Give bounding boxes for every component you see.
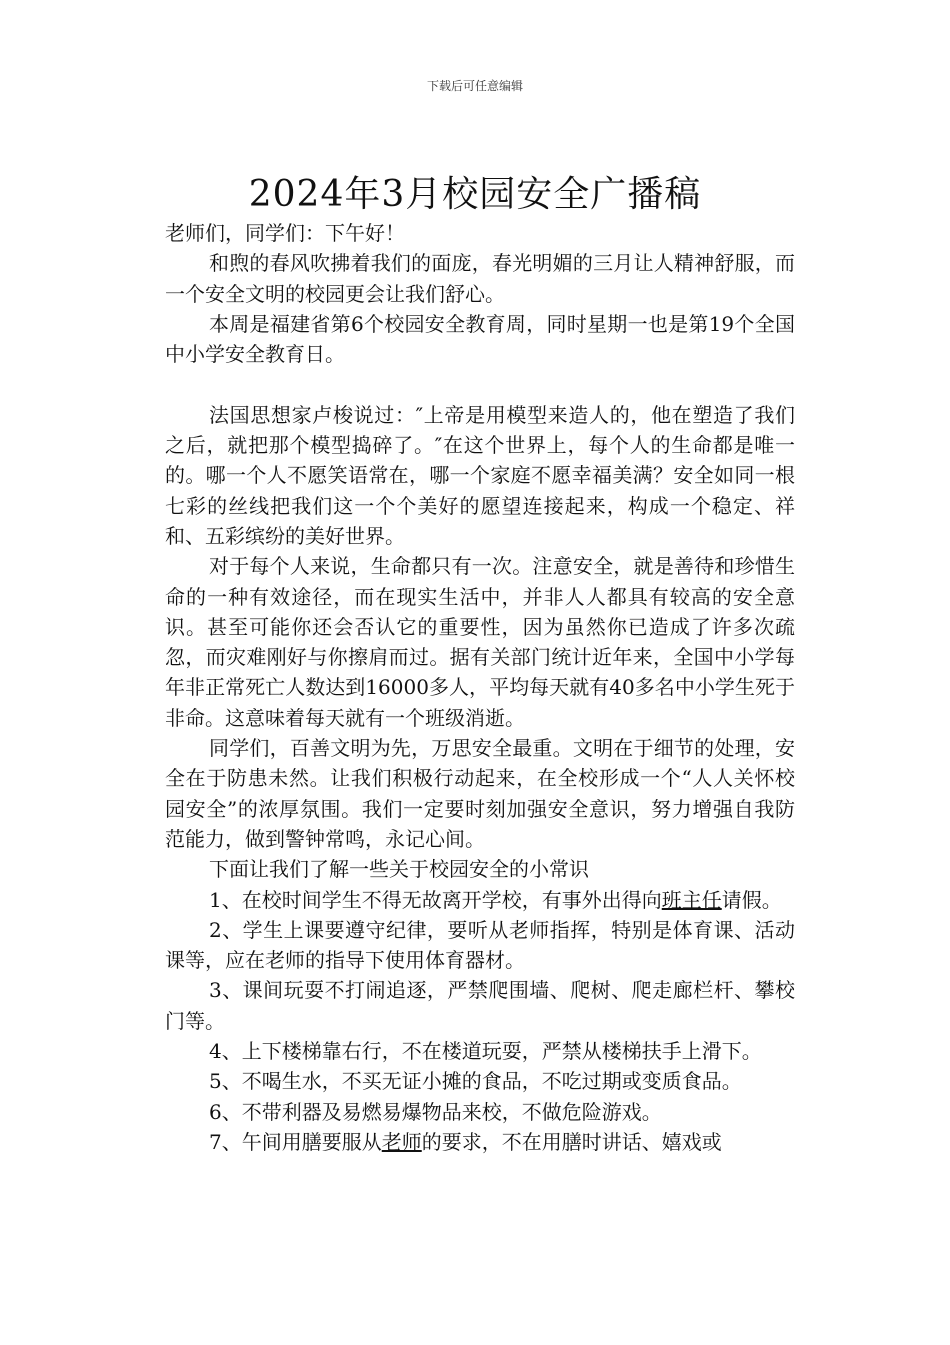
rule-7-text-end: 的要求，不在用膳时讲话、嬉戏或 <box>421 1129 722 1154</box>
rule-7 <box>165 1127 795 1157</box>
rule-2: 2、学生上课要遵守纪律，要听从老师指挥，特别是体育课、活动课等，应在老师的指导下使用体育器材。 <box>165 917 795 973</box>
rule-5: 5、不喝生水，不买无证小摊的食品，不吃过期或变质食品。 <box>209 1069 742 1094</box>
rule-6: 6、不带利器及易燃易爆物品来校，不做危险游戏。 <box>209 1099 662 1124</box>
blank-line <box>165 369 795 399</box>
document-title: 2024年3月校园安全广播稿 <box>248 174 702 215</box>
paragraph-rousseau: 法国思想家卢梭说过：″上帝是用模型来造人的，他在塑造了我们之后，就把那个模型捣碎了。″在这个世界上，每个人的生命都是唯一的。哪一个人不愿笑语常在，哪一个家庭不愿幸福美满？安全如同一根七彩的丝线把我们这一个个美好的愿望连接起来，构成一个稳定、祥和、五彩缤纷的美好世界。 <box>165 402 795 548</box>
header-note: 下载后可任意编辑 <box>426 79 523 93</box>
link-teacher[interactable]: 老师 <box>381 1129 422 1154</box>
rule-7-text: 7、午间用膳要服从 <box>209 1129 382 1154</box>
paragraph-safety-week: 本周是福建省第6个校园安全教育周，同时星期一也是第19个全国中小学安全教育日。 <box>165 311 795 367</box>
greeting: 老师们，同学们：下午好！ <box>165 221 405 245</box>
link-class-teacher[interactable]: 班主任 <box>661 887 722 912</box>
rule-4: 4、上下楼梯靠右行，不在楼道玩耍，严禁从楼梯扶手上滑下。 <box>209 1039 762 1064</box>
paragraph-tips-intro: 下面让我们了解一些关于校园安全的小常识 <box>209 857 589 882</box>
document-body <box>165 218 795 1157</box>
rule-1 <box>165 885 795 915</box>
rule-3: 3、课间玩耍不打闹追逐，严禁爬围墙、爬树、爬走廊栏杆、攀校门等。 <box>165 978 795 1033</box>
paragraph-spring: 和煦的春风吹拂着我们的面庞，春光明媚的三月让人精神舒服，而一个安全文明的校园更会让我们舒心。 <box>165 251 795 306</box>
paragraph-civility: 同学们，百善文明为先，万思安全最重。文明在于细节的处理，安全在于防患未然。让我们积极行动起来，在全校形成一个“人人关怀校园安全”的浓厚氛围。我们一定要时刻加强安全意识，努力增强自我防范能力，做到警钟常鸣，永记心间。 <box>165 736 795 851</box>
rule-1-text-end: 请假。 <box>721 887 782 912</box>
rule-1-text: 1、在校时间学生不得无故离开学校，有事外出得向 <box>209 887 662 912</box>
paragraph-life-once: 对于每个人来说，生命都只有一次。注意安全，就是善待和珍惜生命的一种有效途径，而在现实生活中，并非人人都具有较高的安全意识。甚至可能你还会否认它的重要性，因为虽然你已造成了许多次疏忽，而灾难刚好与你擦肩而过。据有关部门统计近年来，全国中小学每年非正常死亡人数达到16000多人，平均每天就有40多名中小学生死于非命。这意味着每天就有一个班级消逝。 <box>165 554 795 730</box>
